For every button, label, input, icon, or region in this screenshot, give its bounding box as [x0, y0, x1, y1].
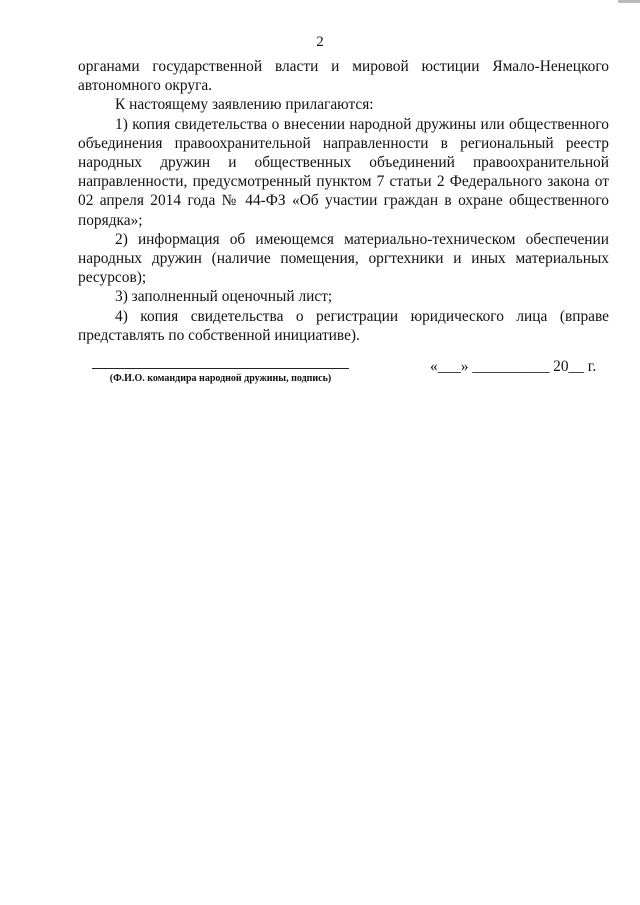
scan-edge-mark	[618, 0, 640, 3]
signature-caption: (Ф.И.О. командира народной дружины, подпись)	[109, 373, 332, 384]
attachment-item-3: 3) заполненный оценочный лист;	[115, 288, 333, 306]
attachment-item-2: 2) информация об имеющемся материально-техническом обеспечении народных дружин (наличие помещения, оргтехники и иных материальных ресурсов);	[78, 230, 609, 287]
signature-line	[92, 368, 349, 369]
document-body	[78, 57, 609, 345]
paragraph-attachments-intro: К настоящему заявлению прилагаются:	[115, 96, 374, 114]
date-field: «___» __________ 20__ г.	[430, 358, 597, 375]
attachment-item-1: 1) копия свидетельства о внесении народной дружины или общественного объединения правоохранительной направленности в региональный реестр народных дружин и общественных объединений правоохранительной направленности, предусмотренный пунктом 7 статьи 2 Федерального закона от 02 апреля 2014 года № 44-ФЗ «Об участии граждан в охране общественного порядка»;	[78, 115, 609, 229]
page-number: 2	[316, 34, 324, 50]
paragraph-continuation: органами государственной власти и мировой юстиции Ямало-Ненецкого автономного округа.	[78, 58, 609, 95]
attachment-item-4: 4) копия свидетельства о регистрации юридического лица (вправе представлять по собственной инициативе).	[78, 307, 609, 344]
